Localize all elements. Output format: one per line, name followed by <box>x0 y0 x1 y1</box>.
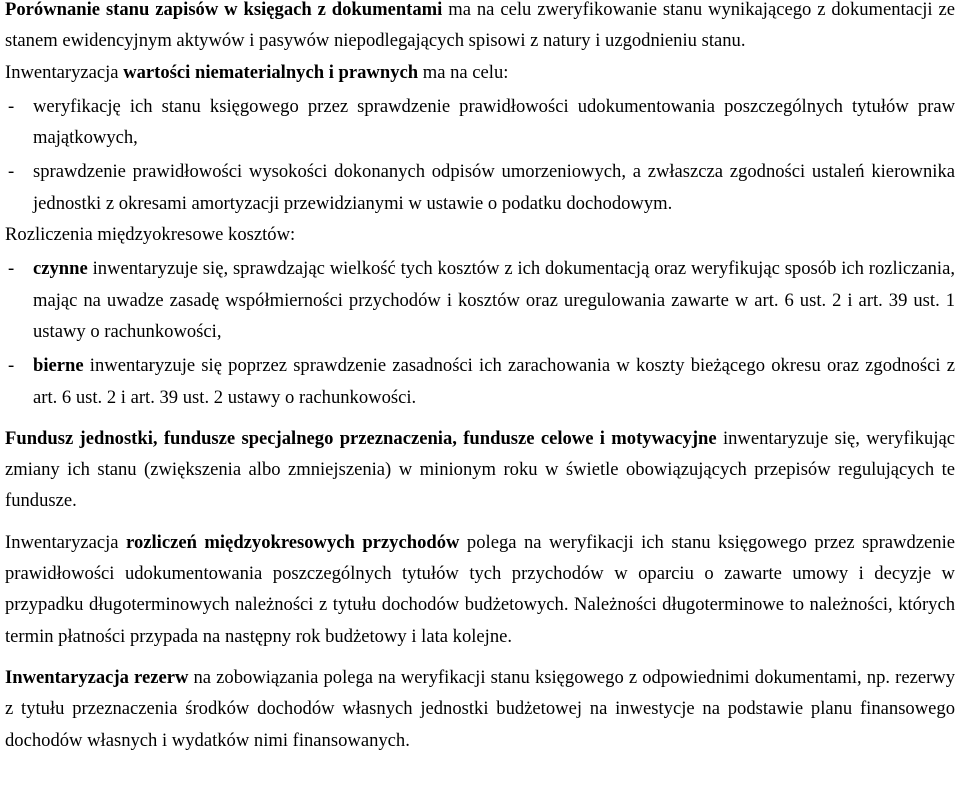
paragraph-text: ma na celu zweryfikowanie stanu wynikającego z dokumentacji ze stanem ewidencyjnym aktywów i pasywów niepodlegających spisowi z natury i uzgodnieniu stanu. <box>5 0 955 52</box>
dash-bullet: - <box>8 161 15 183</box>
paragraph-rozliczenia-kosztow: Rozliczenia międzyokresowe kosztów: <box>5 224 296 246</box>
paragraph-text: Inwentaryzacja <box>5 61 124 83</box>
paragraph-fundusze <box>5 423 955 517</box>
bold-term: rozliczeń międzyokresowych przychodów <box>126 531 460 553</box>
list-item-text <box>33 253 955 347</box>
list-item <box>5 91 955 154</box>
paragraph-text: na zobowiązania polega na weryfikacji stanu księgowego z odpowiednimi dokumentami, np. rezerwy z tytułu przeznaczenia środków dochodów własnych jednostki budżetowej na inwestycje na podstawie planu finansowego dochodów własnych i wydatków nimi finansowanych. <box>5 666 955 751</box>
bold-term: bierne <box>33 355 84 377</box>
list-item-text <box>33 350 955 413</box>
bold-term: Porównanie stanu zapisów w księgach z dokumentami <box>5 0 443 20</box>
paragraph-text: inwentaryzuje się, weryfikując zmiany ich stanu (zwiększenia albo zmniejszenia) w minionym roku w świetle obowiązujących przepisów regulujących te fundusze. <box>5 427 956 512</box>
dash-bullet: - <box>8 95 15 117</box>
list-item-text: sprawdzenie prawidłowości wysokości dokonanych odpisów umorzeniowych, a zwłaszcza zgodności ustaleń kierownika jednostki z okresami amortyzacji przewidzianymi w ustawie o podatku dochodowym. <box>33 161 955 214</box>
list-item <box>5 350 955 413</box>
paragraph-text: polega na weryfikacji ich stanu księgowego przez sprawdzenie prawidłowości udokumentowania poszczególnych tytułów tych przychodów w oparciu o zawarte umowy i decyzje w przypadku długoterminowych należności z tytułu dochodów budżetowych. Należności długoterminowe to należności, których termin płatności przypada na następny rok budżetowy i lata kolejne. <box>5 531 955 647</box>
bold-term: czynne <box>33 258 88 280</box>
list-item-rest: inwentaryzuje się poprzez sprawdzenie zasadności ich zarachowania w koszty bieżącego okresu oraz zgodności z art. 6 ust. 2 i art. 39 ust. 2 ustawy o rachunkowości. <box>33 355 955 408</box>
list-item <box>5 253 955 347</box>
paragraph-przychody <box>5 527 955 652</box>
bold-term: Inwentaryzacja rezerw <box>5 666 189 688</box>
paragraph-text: ma na celu: <box>418 61 509 83</box>
paragraph-porownanie <box>5 0 955 57</box>
list-item <box>5 156 955 219</box>
paragraph-rezerwy <box>5 662 955 756</box>
document-page <box>5 0 955 756</box>
list-item-text: weryfikację ich stanu księgowego przez sprawdzenie prawidłowości udokumentowania poszczególnych tytułów praw majątkowych, <box>33 95 955 149</box>
bold-term: wartości niematerialnych i prawnych <box>123 61 419 83</box>
dash-bullet: - <box>8 258 15 280</box>
dash-bullet: - <box>8 355 15 377</box>
bold-term: Fundusz jednostki, fundusze specjalnego przeznaczenia, fundusze celowe i motywacyjne <box>5 427 717 449</box>
paragraph-wartosci-niematerialne <box>5 57 955 88</box>
list-item-rest: inwentaryzuje się, sprawdzając wielkość tych kosztów z ich dokumentacją oraz weryfikując sposób ich rozliczania, mając na uwadze zasadę współmierności przychodów i kosztów oraz uregulowania zawarte w art. 6 ust. 2 i art. 39 ust. 1 ustawy o rachunkowości, <box>33 258 955 342</box>
paragraph-text: Inwentaryzacja <box>5 531 127 553</box>
